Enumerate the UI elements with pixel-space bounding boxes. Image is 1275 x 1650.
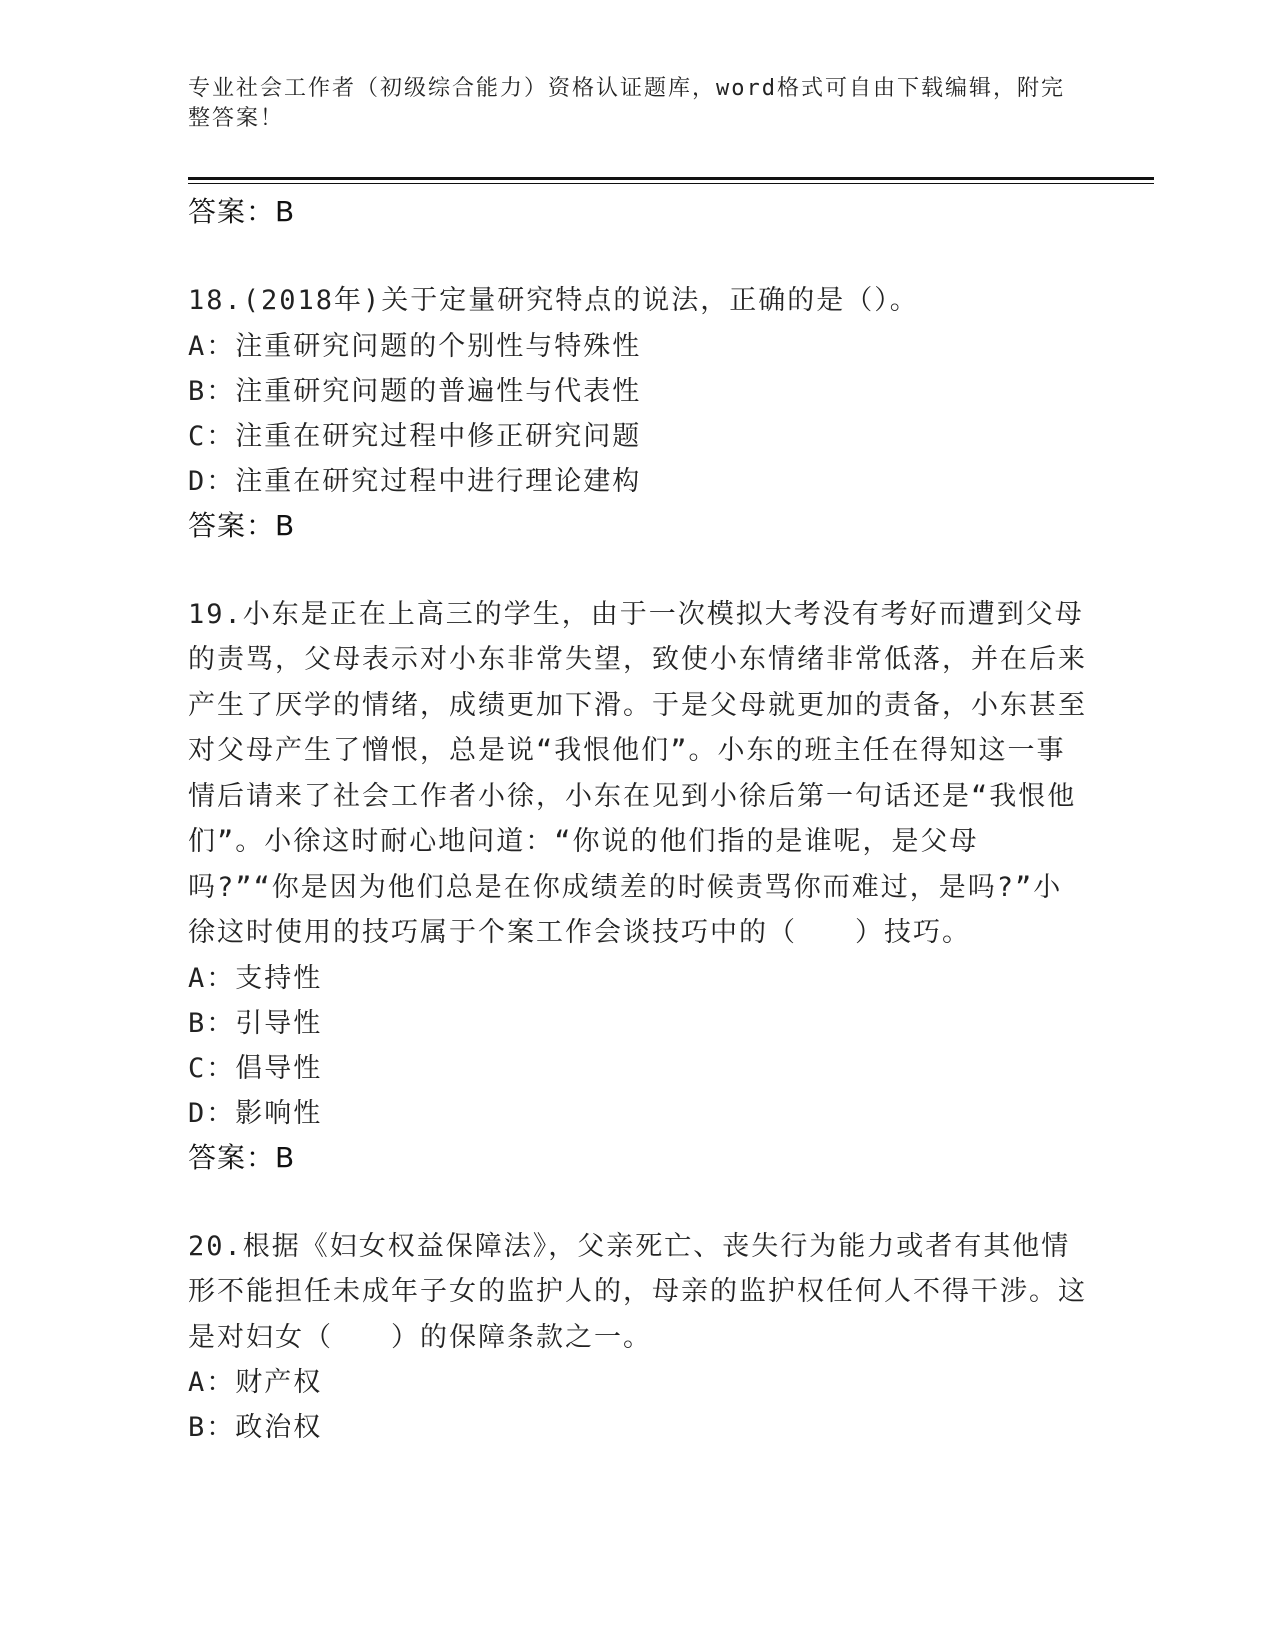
option-b: B：注重研究问题的普遍性与代表性 — [188, 375, 642, 407]
answer-label: 答案： — [188, 195, 276, 228]
answer-label: 答案： — [188, 1140, 276, 1174]
answer-value: B — [275, 1140, 296, 1174]
option-a: A：注重研究问题的个别性与特殊性 — [188, 330, 642, 362]
answer-value: B — [275, 508, 296, 542]
spacer — [188, 234, 1088, 278]
question-stem: 19.小东是正在上高三的学生，由于一次模拟大考没有考好而遭到父母的责骂，父母表示对小东非常失望，致使小东情绪非常低落，并在后来产生了厌学的情绪，成绩更加下滑。于是父母就更加的责备，小东甚至对父母产生了憎恨，总是说“我恨他们”。小东的班主任在得知这一事情后请来了社会工作者小徐，小东在见到小徐后第一句话还是“我恨他们”。小徐这时耐心地问道：“你说的他们指的是谁呢，是父母吗?”“你是因为他们总是在你成绩差的时候责骂你而难过，是吗?”小徐这时使用的技巧属于个案工作会谈技巧中的（ ）技巧。 — [188, 598, 1087, 948]
option-c: C：注重在研究过程中修正研究问题 — [188, 420, 642, 452]
answer-19 — [188, 1136, 1088, 1180]
header-divider-thick — [188, 177, 1154, 180]
answer-value: B — [275, 195, 296, 228]
option-d: D：影响性 — [188, 1097, 323, 1129]
option-a: A：支持性 — [188, 962, 323, 994]
answer-18 — [188, 504, 1088, 548]
page-header: 专业社会工作者（初级综合能力）资格认证题库，word格式可自由下载编辑，附完整答案！ — [188, 76, 1065, 131]
option-c: C：倡导性 — [188, 1052, 323, 1084]
option-b: B：政治权 — [188, 1412, 323, 1443]
option-a: A：财产权 — [188, 1367, 323, 1398]
option-d: D：注重在研究过程中进行理论建构 — [188, 465, 642, 497]
question-19 — [188, 592, 1088, 1180]
spacer — [188, 548, 1088, 592]
question-stem: 18.(2018年)关于定量研究特点的说法，正确的是（）。 — [188, 285, 919, 316]
question-20 — [188, 1224, 1088, 1451]
question-18 — [188, 278, 1088, 548]
question-stem: 20.根据《妇女权益保障法》，父亲死亡、丧失行为能力或者有其他情形不能担任未成年子女的监护人的，母亲的监护权任何人不得干涉。这是对妇女（ ）的保障条款之一。 — [188, 1230, 1087, 1353]
spacer — [188, 1180, 1088, 1224]
answer-label: 答案： — [188, 508, 276, 542]
option-b: B：引导性 — [188, 1007, 323, 1039]
answer-17 — [188, 190, 1088, 234]
header-divider-thin — [188, 183, 1154, 184]
question-content — [188, 190, 1088, 1450]
